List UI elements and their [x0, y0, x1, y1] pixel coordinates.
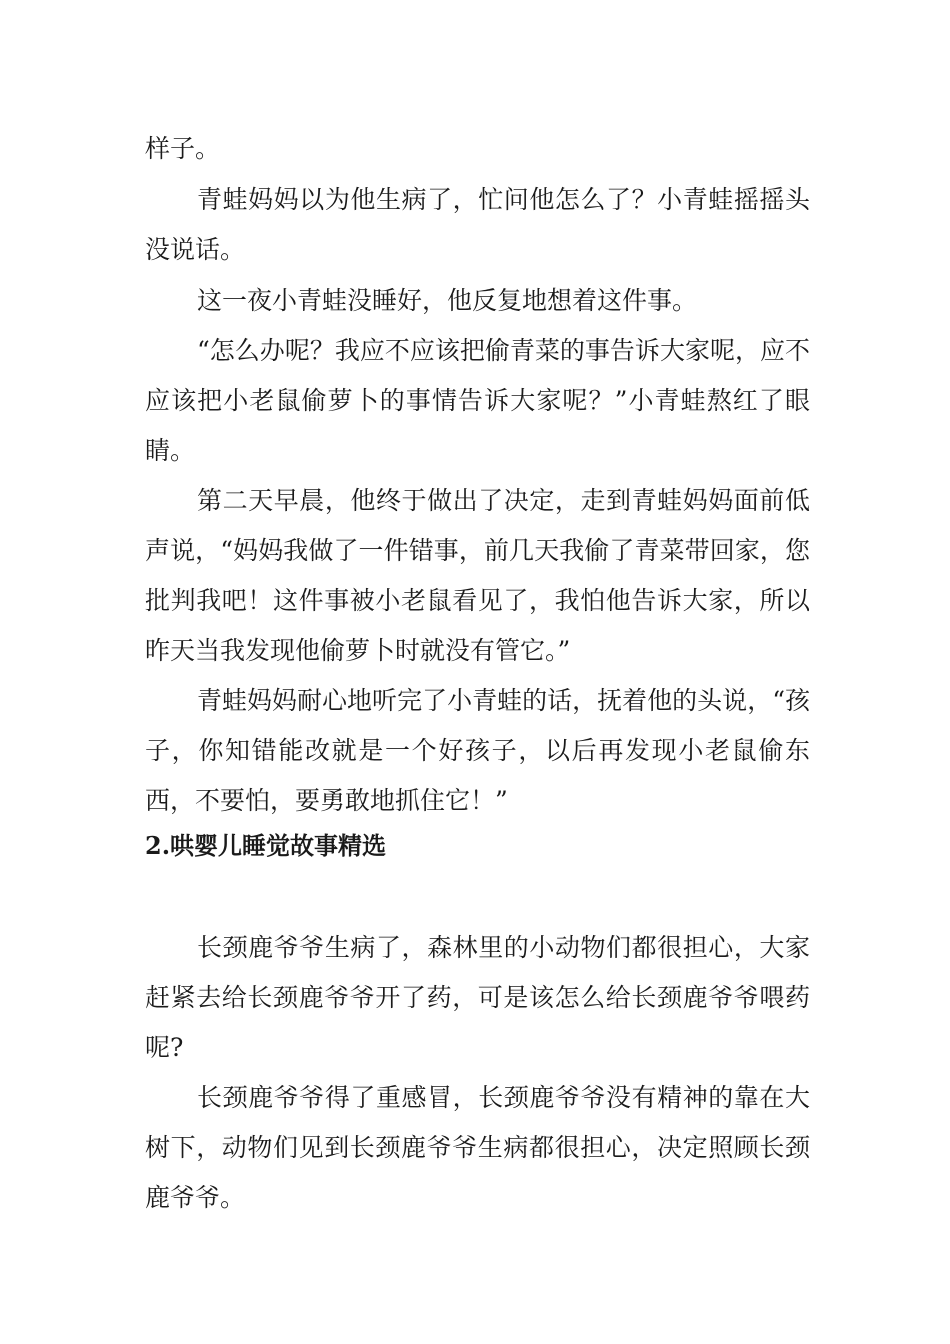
paragraph-mother-reply: 青蛙妈妈耐心地听完了小青蛙的话，抚着他的头说，“孩子，你知错能改就是一个好孩子，以后再发现小老鼠偷东西，不要怕，要勇敢地抓住它！”: [145, 686, 810, 815]
paragraph-mother-worried: 青蛙妈妈以为他生病了，忙问他怎么了？小青蛙摇摇头没说话。: [145, 185, 810, 264]
paragraph-dilemma: “怎么办呢？我应不应该把偷青菜的事告诉大家呢，应不应该把小老鼠偷萝卜的事情告诉大家呢？”小青蛙熬红了眼睛。: [145, 336, 810, 465]
paragraph-giraffe-cold: 长颈鹿爷爷得了重感冒，长颈鹿爷爷没有精神的靠在大树下，动物们见到长颈鹿爷爷生病都很担心，决定照顾长颈鹿爷爷。: [145, 1083, 810, 1212]
paragraph-confession: 第二天早晨，他终于做出了决定，走到青蛙妈妈面前低声说，“妈妈我做了一件错事，前几天我偷了青菜带回家，您批判我吧！这件事被小老鼠看见了，我怕他告诉大家，所以昨天当我发现他偷萝卜时就没有管它。”: [145, 486, 810, 665]
paragraph-giraffe-sick: 长颈鹿爷爷生病了，森林里的小动物们都很担心，大家赶紧去给长颈鹿爷爷开了药，可是该怎么给长颈鹿爷爷喂药呢?: [145, 933, 810, 1062]
paragraph-sleepless-night: 这一夜小青蛙没睡好，他反复地想着这件事。: [197, 286, 698, 315]
paragraph-continuation: 样子。: [145, 134, 221, 163]
section-heading: 2.哄婴儿睡觉故事精选: [145, 831, 387, 860]
